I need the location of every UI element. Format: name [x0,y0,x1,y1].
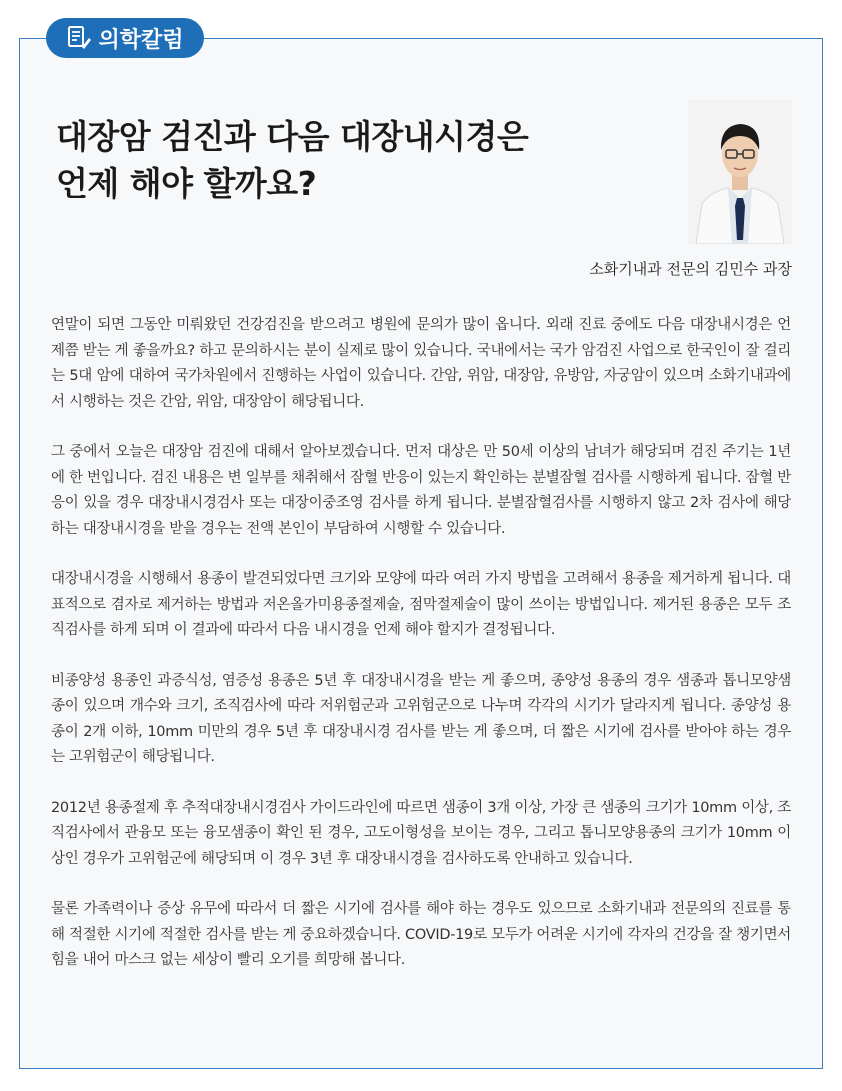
paragraph: 물론 가족력이나 증상 유무에 따라서 더 짧은 시기에 검사를 해야 하는 경우도 있으므로 소화기내과 전문의의 진료를 통해 적절한 시기에 적절한 검사를 받는 게 중요하겠습니다. COVID-19로 모두가 어려운 시기에 각자의 건강을 잘 챙기면서 힘을 내어 마스크 없는 세상이 빨리 오기를 희망해 봅니다. [51,901,791,968]
author-photo [688,100,792,244]
paragraph: 2012년 용종절제 후 추적대장내시경검사 가이드라인에 따르면 샘종이 3개 이상, 가장 큰 샘종의 크기가 10mm 이상, 조직검사에서 관융모 또는 융모샘종이 확인 된 경우, 고도이형성을 보이는 경우, 그리고 톱니모양용종의 크기가 10mm 이상인 경우가 고위험군에 해당되며 이 경우 3년 후 대장내시경을 검사하도록 안내하고 있습니다. [51,799,791,867]
paragraph: 연말이 되면 그동안 미뤄왔던 건강검진을 받으려고 병원에 문의가 많이 옵니다. 외래 진료 중에도 다음 대장내시경은 언제쯤 받는 게 좋을까요? 하고 문의하시는 분이 실제로 많이 있습니다. 국내에서는 국가 암검진 사업으로 한국인이 잘 걸리는 5대 암에 대하여 국가차원에서 진행하는 사업이 있습니다. 간암, 위암, 대장암, 유방암, 자궁암이 있으며 소화기내과에서 시행하는 것은 간암, 위암, 대장암이 해당됩니다. [51,317,791,410]
article-title [56,113,666,207]
paragraph: 비종양성 용종인 과증식성, 염증성 용종은 5년 후 대장내시경을 받는 게 좋으며, 종양성 용종의 경우 샘종과 톱니모양샘종이 있으며 개수와 크기, 조직검사에 따라 저위험군과 고위험군으로 나누며 각각의 시기가 달라지게 됩니다. 종양성 용종이 2개 이하, 10mm 미만의 경우 5년 후 대장내시경 검사를 받는 게 좋으며, 더 짧은 시기에 검사를 받아야 하는 경우는 고위험군이 해당됩니다. [51,672,791,765]
title-line-1: 대장암 검진과 다음 대장내시경은 [56,117,529,156]
paragraph: 그 중에서 오늘은 대장암 검진에 대해서 알아보겠습니다. 먼저 대상은 만 50세 이상의 남녀가 해당되며 검진 주기는 1년에 한 번입니다. 검진 내용은 변 일부를 채취해서 잠혈 반응이 있는지 확인하는 분별잠혈 검사를 시행하게 됩니다. 잠혈 반응이 있을 경우 대장내시경검사 또는 대장이중조영 검사를 하게 됩니다. 분별잠혈검사를 시행하지 않고 2차 검사에 해당하는 대장내시경을 받을 경우는 전액 본인이 부담하여 시행할 수 있습니다. [51,444,791,537]
document-pen-icon [66,25,92,51]
article-body [51,313,791,999]
author-byline: 소화기내과 전문의 김민수 과장 [589,260,792,278]
paragraph: 대장내시경을 시행해서 용종이 발견되었다면 크기와 모양에 따라 여러 가지 방법을 고려해서 용종을 제거하게 됩니다. 대표적으로 겸자로 제거하는 방법과 저온올가미용종절제술, 점막절제술이 많이 쓰이는 방법입니다. 제거된 용종은 모두 조직검사를 하게 되며 이 결과에 따라서 다음 내시경을 언제 해야 할지가 결정됩니다. [51,571,791,638]
column-badge [46,18,204,58]
badge-label: 의학칼럼 [98,27,184,53]
title-line-2: 언제 해야 할까요? [56,164,317,203]
